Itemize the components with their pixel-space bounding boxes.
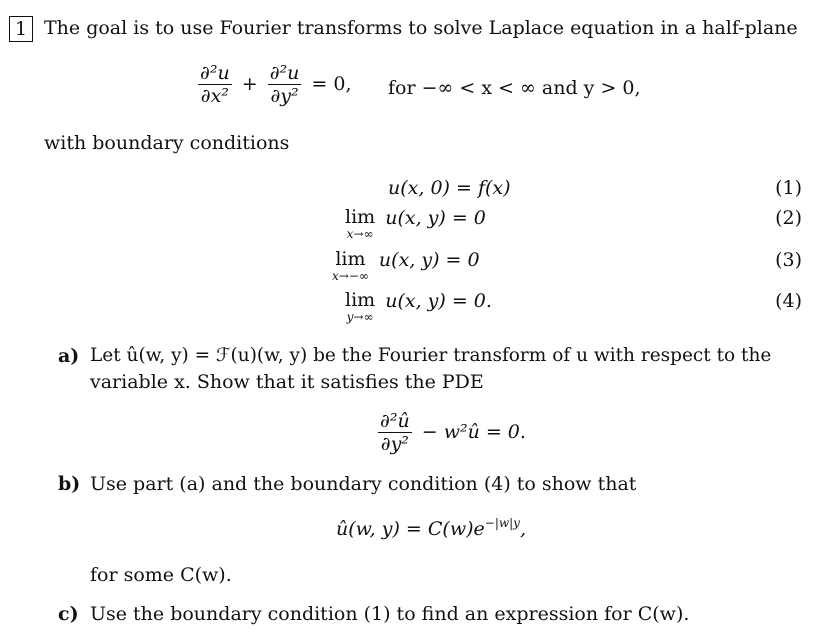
problem-number-box: 1: [9, 16, 33, 42]
fraction-d2u-dx2: $\frac{\text{∂²u}}{\text{∂x²}}$: [200, 62, 230, 107]
boundary-condition-4: lim y→∞ u(x, y) = 0.: [345, 289, 492, 324]
part-c-label: c): [58, 603, 79, 625]
laplace-equation: $\frac{\text{∂²u}}{\text{∂x²}}$ + $\frac{\text{∂²u}}{\text{∂y²}}$ = 0,: [200, 62, 352, 107]
boundary-condition-1: u(x, 0) = f(x): [388, 177, 511, 199]
part-b-text: Use part (a) and the boundary condition (4) to show that: [90, 473, 637, 495]
boundary-condition-3: lim x→−∞ u(x, y) = 0: [332, 248, 480, 283]
part-a-line2: variable x. Show that it satisfies the PDE: [90, 371, 484, 393]
equation-number-1: (1): [775, 177, 802, 199]
equation-number-4: (4): [775, 290, 802, 312]
fraction-d2uhat-dy2: $\frac{\text{∂²û}}{\text{∂y²}}$: [380, 410, 410, 455]
equation-number-2: (2): [775, 207, 802, 229]
solution-form-equation: û(w, $y) = C(w)e^{-|w|y}$,: [336, 516, 527, 540]
transformed-pde: $\frac{\text{∂²û}}{\text{∂y²}}$ − w²û = 0.: [380, 410, 526, 455]
part-b-after: for some C(w).: [90, 564, 232, 586]
part-b-label: b): [58, 473, 81, 495]
limit-operator: lim x→∞: [345, 206, 376, 241]
part-c-text: Use the boundary condition (1) to find an expression for C(w).: [90, 603, 690, 625]
domain-condition: for −∞ < x < ∞ and y > 0,: [388, 77, 641, 99]
intro-text: The goal is to use Fourier transforms to solve Laplace equation in a half-plane: [44, 17, 798, 39]
limit-operator: lim y→∞: [345, 289, 376, 324]
part-a-line1: Let û(w, y) = ℱ(u)(w, y) be the Fourier transform of u with respect to the: [90, 345, 772, 366]
equation-number-3: (3): [775, 249, 802, 271]
fraction-d2u-dy2: $\frac{\text{∂²u}}{\text{∂y²}}$: [269, 62, 300, 107]
boundary-condition-2: lim x→∞ u(x, y) = 0: [345, 206, 486, 241]
boundary-intro: with boundary conditions: [44, 132, 290, 154]
part-a-label: a): [58, 345, 80, 367]
limit-operator: lim x→−∞: [332, 248, 369, 283]
